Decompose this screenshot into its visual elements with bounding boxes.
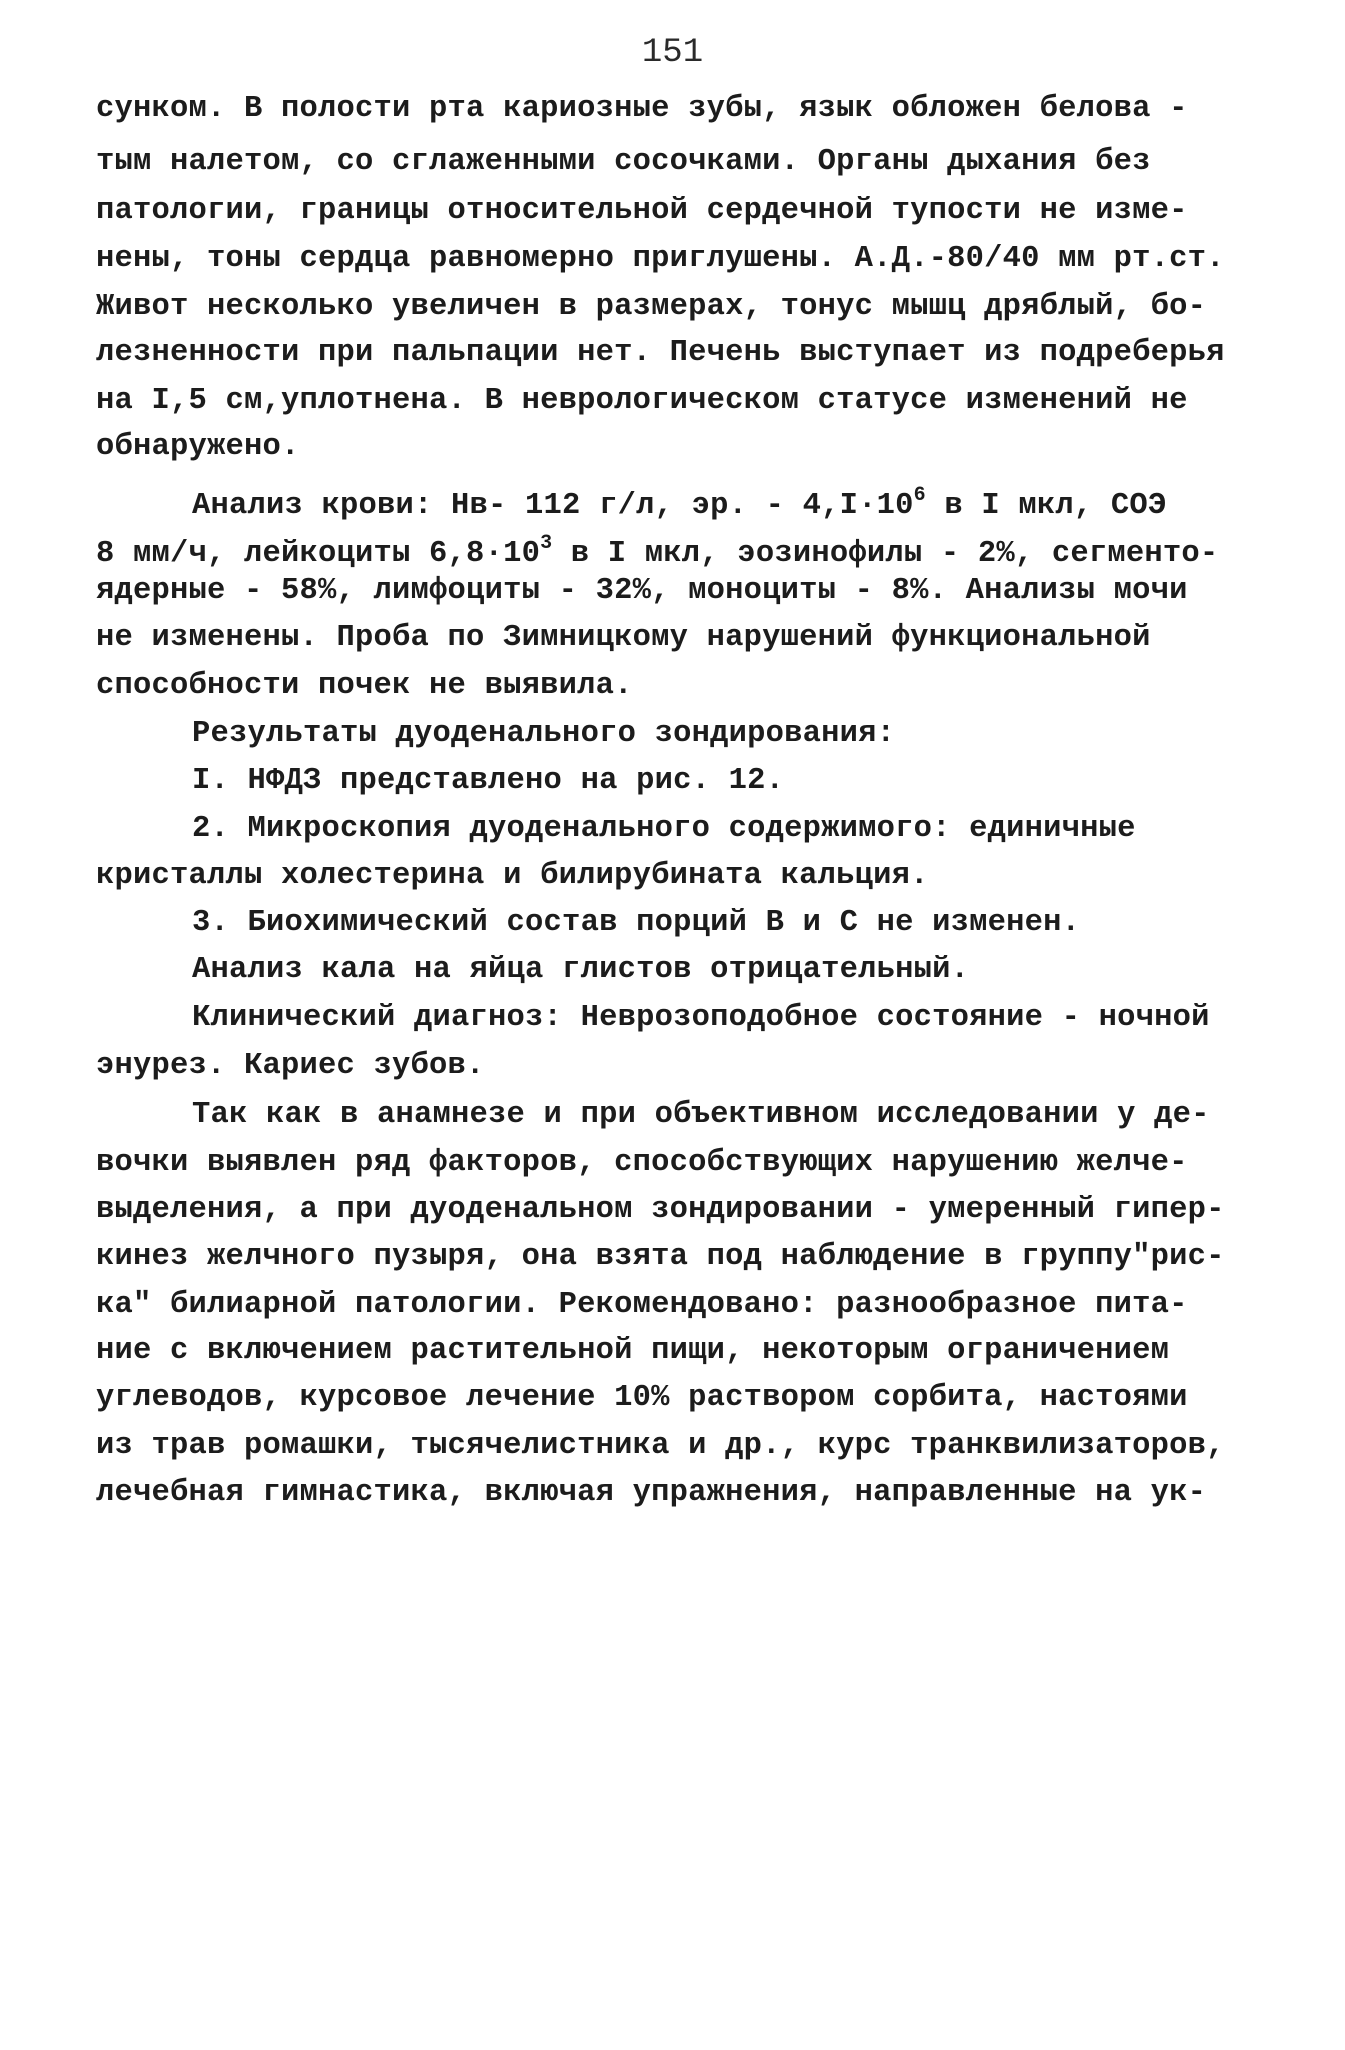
text-line: лезненности при пальпации нет. Печень выступает из подреберья	[96, 336, 1225, 370]
text-line: Живот несколько увеличен в размерах, тонус мышц дряблый, бо-	[96, 290, 1207, 324]
text-line	[192, 479, 1166, 523]
text-line: ка" билиарной патологии. Рекомендовано: разнообразное пита-	[96, 1288, 1188, 1322]
text-line: ядерные - 58%, лимфоциты - 32%, моноциты - 8%. Анализы мочи	[96, 574, 1188, 608]
text-line	[96, 527, 1218, 571]
text-line: Анализ кала на яйца глистов отрицательный.	[192, 953, 970, 987]
text-line: выделения, а при дуоденальном зондировании - умеренный гипер-	[96, 1193, 1225, 1227]
text-line: 3. Биохимический состав порций В и С не изменен.	[192, 906, 1081, 940]
text-line: Так как в анамнезе и при объективном исследовании у де-	[192, 1098, 1210, 1132]
text-line: кристаллы холестерина и билирубината кальция.	[96, 859, 929, 893]
text-line: на I,5 см,уплотнена. В неврологическом статусе изменений не	[96, 384, 1188, 418]
text-line: нены, тоны сердца равномерно приглушены. А.Д.-80/40 мм рт.ст.	[96, 242, 1225, 276]
text-span: Анализ крови: Нв- 112 г/л, эр. - 4,I·10	[192, 489, 914, 523]
page-number: 151	[641, 34, 704, 72]
superscript: 3	[540, 532, 553, 555]
text-line: кинез желчного пузыря, она взята под наблюдение в группу"рис-	[96, 1240, 1225, 1274]
text-span: в I мкл, СОЭ	[925, 489, 1167, 523]
text-line: Результаты дуоденального зондирования:	[192, 717, 896, 751]
superscript: 6	[913, 484, 926, 507]
text-line: углеводов, курсовое лечение 10% раствором сорбита, настоями	[96, 1381, 1188, 1415]
text-line: обнаружено.	[96, 430, 300, 464]
text-line: 2. Микроскопия дуоденального содержимого: единичные	[192, 812, 1136, 846]
text-line: I. НФДЗ представлено на рис. 12.	[192, 764, 785, 798]
text-line: энурез. Кариес зубов.	[96, 1049, 485, 1083]
text-line: вочки выявлен ряд факторов, способствующих нарушению желче-	[96, 1146, 1188, 1180]
text-span: 8 мм/ч, лейкоциты 6,8·10	[96, 537, 541, 571]
text-span: в I мкл, эозинофилы - 2%, сегменто-	[552, 537, 1219, 571]
text-line: сунком. В полости рта кариозные зубы, язык обложен белова -	[96, 92, 1188, 126]
text-line: способности почек не выявила.	[96, 669, 633, 703]
text-line: из трав ромашки, тысячелистника и др., курс транквилизаторов,	[96, 1429, 1225, 1463]
text-line: тым налетом, со сглаженными сосочками. Органы дыхания без	[96, 145, 1151, 179]
text-line: лечебная гимнастика, включая упражнения, направленные на ук-	[96, 1476, 1207, 1510]
text-line: патологии, границы относительной сердечной тупости не изме-	[96, 194, 1188, 228]
text-line: не изменены. Проба по Зимницкому нарушений функциональной	[96, 621, 1151, 655]
text-line: Клинический диагноз: Неврозоподобное состояние - ночной	[192, 1001, 1210, 1035]
text-line: ние с включением растительной пищи, некоторым ограничением	[96, 1334, 1170, 1368]
